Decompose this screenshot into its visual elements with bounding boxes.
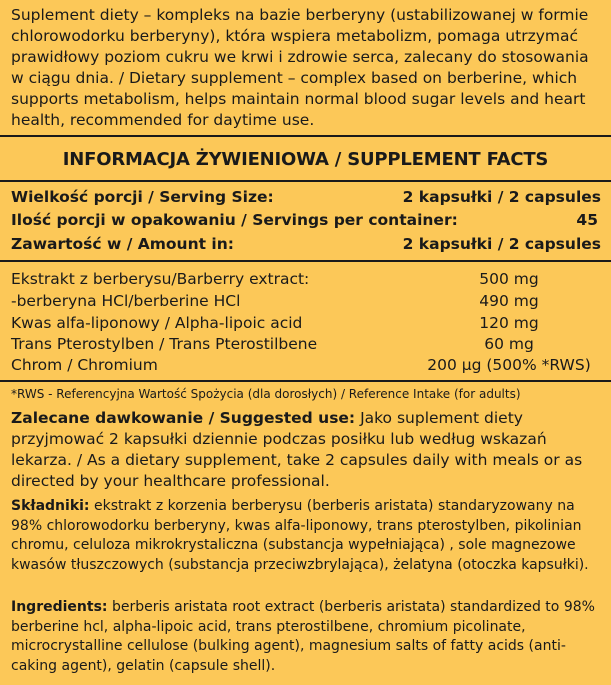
servings-per-container-label: Ilość porcji w opakowaniu / Servings per container: [11, 211, 458, 229]
ingredient-name: Ekstrakt z berberysu/Barberry extract: [11, 270, 310, 288]
serving-size-value: 2 kapsułki / 2 capsules [402, 188, 601, 206]
servings-per-container-row [11, 211, 601, 233]
ingredient-amount: 200 µg (500% *RWS) [427, 356, 591, 374]
divider-title [0, 180, 611, 182]
amount-in-label: Zawartość w / Amount in: [11, 235, 234, 253]
skladniki-label: Składniki: [11, 498, 90, 514]
ingredient-amount: 500 mg [479, 270, 539, 288]
skladniki-section [11, 497, 603, 575]
servings-per-container-value: 45 [576, 211, 598, 229]
dosage-section [11, 408, 603, 492]
divider-ingredients [0, 380, 611, 382]
ingredient-name: Trans Pterostylben / Trans Pterostilbene [11, 335, 318, 353]
ingredient-amount: 490 mg [479, 292, 539, 310]
ingredients-text: berberis aristata root extract (berberis aristata) standardized to 98% berberine hcl, alpha-lipoic acid, trans pterostilbene, chromium picolinate, microcrystalline cellulose (bulking agent), magnesium salts of fatty acids (anti-caking agent), gelatin (capsule shell). [11, 599, 595, 674]
ingredient-amount: 60 mg [484, 335, 534, 353]
amount-in-row [11, 235, 601, 257]
skladniki-text: ekstrakt z korzenia berberysu (berberis aristata) standaryzowany na 98% chlorowodorku berberyny, kwas alfa-liponowy, trans pterostylben, pikolinian chromu, celuloza mikrokrystaliczna (substancja wypełniająca) , sole magnezowe kwasów tłuszczowych (substancja przeciwzbrylająca), żelatyna (otoczka kapsułki). [11, 498, 589, 573]
ingredients-section [11, 598, 603, 676]
dosage-label: Zalecane dawkowanie / Suggested use: [11, 409, 356, 427]
ingredients-label: Ingredients: [11, 599, 108, 615]
product-description: Suplement diety – kompleks na bazie berberyny (ustabilizowanej w formie chlorowodorku berberyny), która wspiera metabolizm, pomaga utrzymać prawidłowy poziom cukru we krwi i zdrowie serca, zalecany do stosowania w ciągu dnia. / Dietary supplement – complex based on berberine, which supports metabolism, helps maintain normal blood sugar levels and heart health, recommended for daytime use. [11, 6, 589, 129]
serving-size-row [11, 188, 601, 210]
serving-size-label: Wielkość porcji / Serving Size: [11, 188, 274, 206]
ingredient-name: Chrom / Chromium [11, 356, 158, 374]
dosage-text: Jako suplement diety przyjmować 2 kapsułki dziennie podczas posiłku lub według wskazań lekarza. / As a dietary supplement, take 2 capsules daily with meals or as directed by your healthcare professional. [11, 409, 583, 490]
amount-in-value: 2 kapsułki / 2 capsules [402, 235, 601, 253]
supplement-facts-title: INFORMACJA ŻYWIENIOWA / SUPPLEMENT FACTS [62, 149, 549, 170]
ingredient-name: -berberyna HCl/berberine HCl [11, 292, 241, 310]
ingredient-name: Kwas alfa-liponowy / Alpha-lipoic acid [11, 314, 303, 332]
divider-serving [0, 260, 611, 262]
divider-top [0, 135, 611, 137]
ingredient-amount: 120 mg [479, 314, 539, 332]
rws-footnote: *RWS - Referencyjna Wartość Spożycia (dla dorosłych) / Reference Intake (for adults) [11, 387, 521, 401]
